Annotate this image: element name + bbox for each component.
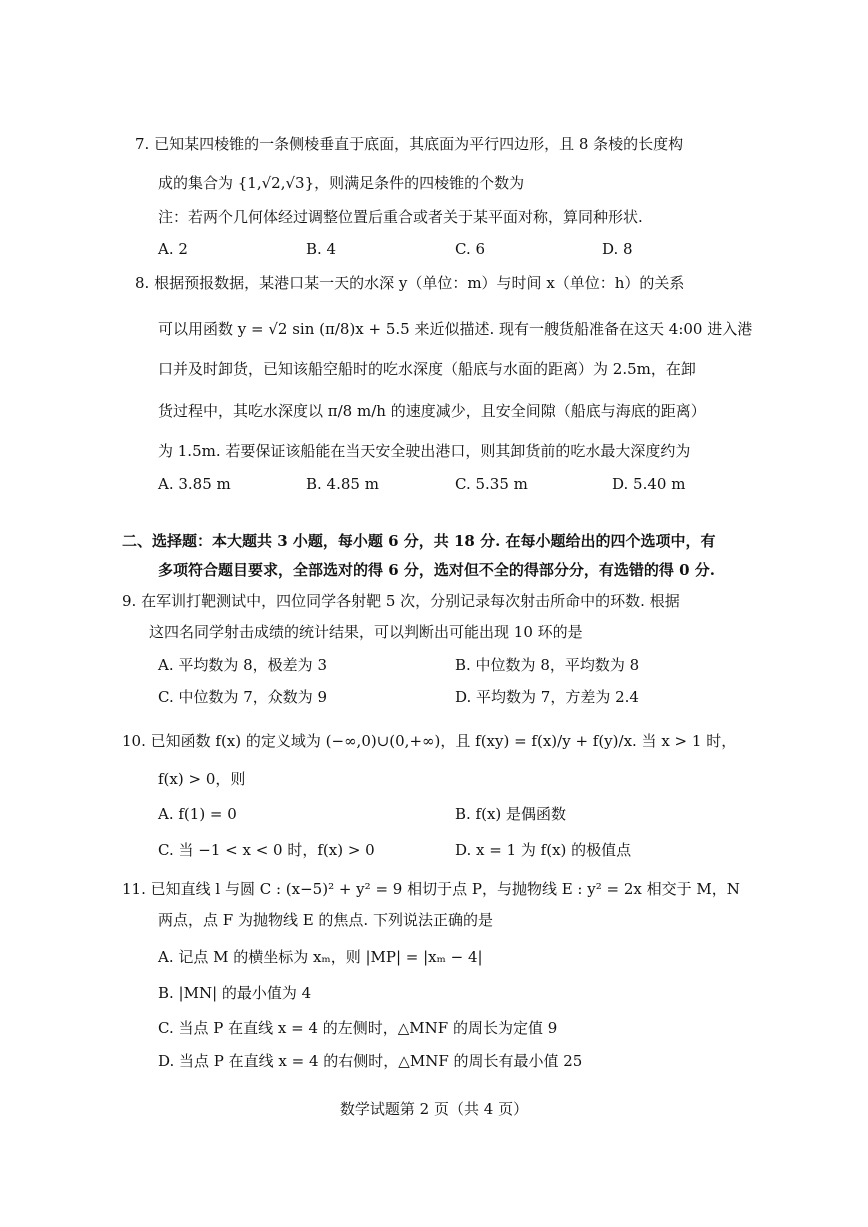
q8-line1: 8. 根据预报数据，某港口某一天的水深 y（单位：m）与时间 x（单位：h）的关系 bbox=[135, 274, 685, 292]
q8-option-d: D. 5.40 m bbox=[612, 475, 686, 493]
q11-line1: 11. 已知直线 l 与圆 C : (x−5)² + y² = 9 相切于点 P，与抛物线 E : y² = 2x 相交于 M，N bbox=[122, 880, 740, 898]
q8-option-c: C. 5.35 m bbox=[455, 475, 528, 493]
q11-line2: 两点，点 F 为抛物线 E 的焦点. 下列说法正确的是 bbox=[158, 911, 493, 929]
q7-option-b: B. 4 bbox=[306, 240, 337, 258]
section2-heading-line1: 二、选择题：本大题共 3 小题，每小题 6 分，共 18 分. 在每小题给出的四个选项中，有 bbox=[122, 532, 716, 550]
page-footer: 数学试题第 2 页（共 4 页） bbox=[339, 1100, 529, 1118]
q8-line4: 货过程中，其吃水深度以 π/8 m/h 的速度减少，且安全间隙（船底与海底的距离） bbox=[158, 402, 706, 420]
q7-option-c: C. 6 bbox=[455, 240, 486, 258]
q8-line3: 口并及时卸货，已知该船空船时的吃水深度（船底与水面的距离）为 2.5m，在卸 bbox=[158, 360, 696, 378]
q9-line1: 9. 在军训打靶测试中，四位同学各射靶 5 次，分别记录每次射击所命中的环数. 根据 bbox=[122, 592, 680, 610]
q10-line2: f(x) > 0，则 bbox=[158, 770, 246, 788]
section2-heading-line2: 多项符合题目要求，全部选对的得 6 分，选对但不全的得部分分，有选错的得 0 分. bbox=[158, 561, 715, 579]
q11-option-d: D. 当点 P 在直线 x = 4 的右侧时，△MNF 的周长有最小值 25 bbox=[158, 1052, 583, 1070]
q11-option-b: B. |MN| 的最小值为 4 bbox=[158, 984, 312, 1002]
q8-line5: 为 1.5m. 若要保证该船能在当天安全驶出港口，则其卸货前的吃水最大深度约为 bbox=[158, 442, 691, 460]
q9-option-b: B. 中位数为 8，平均数为 8 bbox=[455, 656, 640, 674]
q7-line2: 成的集合为 {1,√2,√3}，则满足条件的四棱锥的个数为 bbox=[158, 174, 525, 192]
q7-option-d: D. 8 bbox=[602, 240, 633, 258]
q10-option-c: C. 当 −1 < x < 0 时，f(x) > 0 bbox=[158, 841, 375, 859]
q10-line1: 10. 已知函数 f(x) 的定义域为 (−∞,0)∪(0,+∞)，且 f(xy) = f(x)/y + f(y)/x. 当 x > 1 时， bbox=[122, 732, 737, 750]
q8-line2: 可以用函数 y = √2 sin (π/8)x + 5.5 来近似描述. 现有一艘货船准备在这天 4:00 进入港 bbox=[158, 320, 753, 338]
q9-option-a: A. 平均数为 8，极差为 3 bbox=[158, 656, 327, 674]
q8-option-b: B. 4.85 m bbox=[306, 475, 379, 493]
q10-option-a: A. f(1) = 0 bbox=[158, 805, 237, 823]
q10-option-d: D. x = 1 为 f(x) 的极值点 bbox=[455, 841, 632, 859]
q11-option-c: C. 当点 P 在直线 x = 4 的左侧时，△MNF 的周长为定值 9 bbox=[158, 1019, 558, 1037]
q7-line1: 7. 已知某四棱锥的一条侧棱垂直于底面，其底面为平行四边形，且 8 条棱的长度构 bbox=[135, 135, 684, 153]
q10-option-b: B. f(x) 是偶函数 bbox=[455, 805, 567, 823]
q9-option-d: D. 平均数为 7，方差为 2.4 bbox=[455, 688, 639, 706]
q7-note: 注：若两个几何体经过调整位置后重合或者关于某平面对称，算同种形状. bbox=[158, 208, 643, 226]
q9-line2: 这四名同学射击成绩的统计结果，可以判断出可能出现 10 环的是 bbox=[149, 623, 583, 641]
q8-option-a: A. 3.85 m bbox=[158, 475, 231, 493]
q7-option-a: A. 2 bbox=[158, 240, 188, 258]
q9-option-c: C. 中位数为 7，众数为 9 bbox=[158, 688, 328, 706]
q11-option-a: A. 记点 M 的横坐标为 xₘ，则 |MP| = |xₘ − 4| bbox=[158, 948, 483, 966]
